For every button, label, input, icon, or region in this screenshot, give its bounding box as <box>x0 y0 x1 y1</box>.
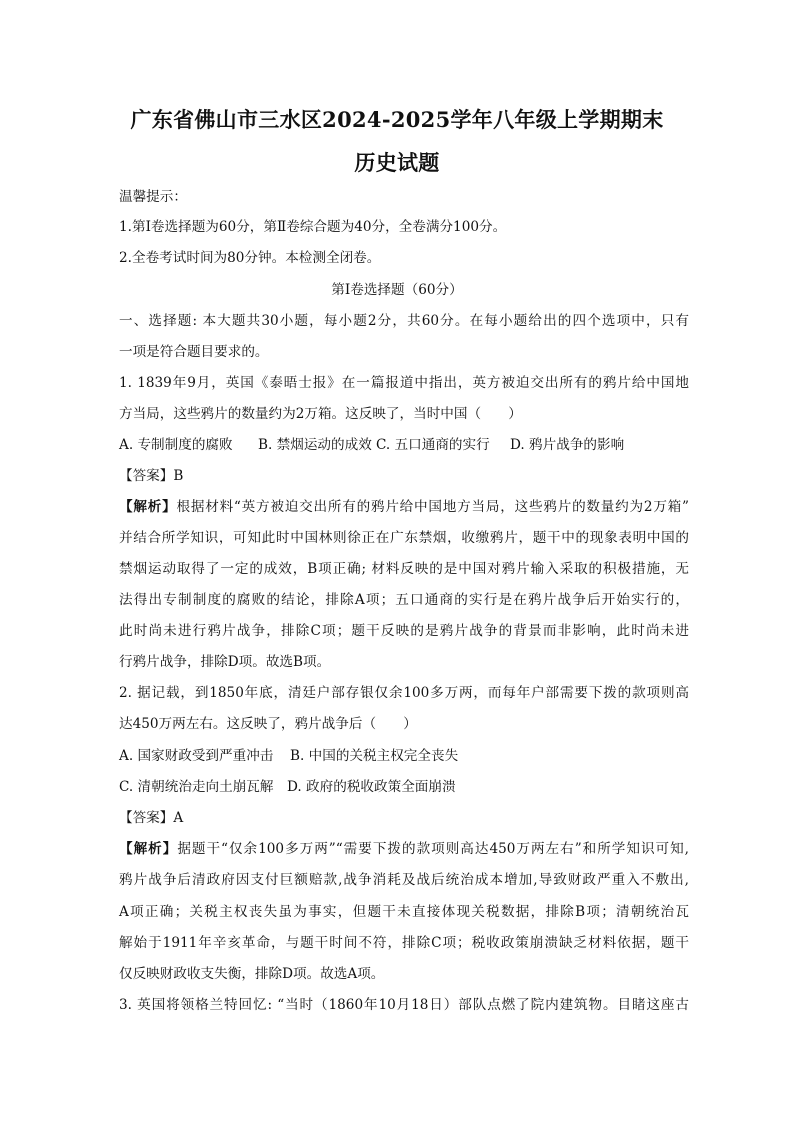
q2-stem-line-2: 达450万两左右。这反映了，鸦片战争后（ ） <box>119 716 417 732</box>
q1-stem-line-2: 方当局，这些鸦片的数量约为2万箱。这反映了，当时中国（ ） <box>119 406 522 422</box>
q2-analysis-line-1 <box>119 840 689 858</box>
q2-analysis-text: 据题干“仅余100多万两”“需要下拨的款项则高达450万两左右”和所学知识可知, <box>177 841 689 857</box>
q1-option-a: A. 专制制度的腐败 <box>119 437 233 453</box>
q2-option-d: D. 政府的税收政策全面崩溃 <box>287 779 456 795</box>
q2-option-b: B. 中国的关税主权完全丧失 <box>290 748 459 764</box>
notice-heading: 温馨提示： <box>119 189 187 205</box>
q2-analysis-line-3: A项正确；关税主权丧失虽为事实，但题干未直接体现关税数据，排除B项；清朝统治瓦 <box>119 904 689 920</box>
q1-analysis-line-5: 此时尚未进行鸦片战争，排除C项；题干反映的是鸦片战争的背景而非影响，此时尚未进 <box>119 623 689 639</box>
q2-option-c: C. 清朝统治走向土崩瓦解 <box>119 779 274 795</box>
q2-option-a: A. 国家财政受到严重冲击 <box>119 748 274 764</box>
q1-analysis-label: 【解析】 <box>119 499 177 515</box>
q1-analysis-line-1 <box>119 498 689 516</box>
document-subtitle: 历史试题 <box>354 150 440 175</box>
notice-item-2: 2.全卷考试时间为80分钟。本检测全闭卷。 <box>119 250 381 266</box>
q1-option-c: C. 五口通商的实行 <box>376 437 490 453</box>
q1-analysis-line-6: 行鸦片战争，排除D项。故选B项。 <box>119 654 331 670</box>
q1-analysis-text: 根据材料“英方被迫交出所有的鸦片给中国地方当局，这些鸦片的数量约为2万箱” <box>176 499 690 515</box>
notice-item-1: 1.第Ⅰ卷选择题为60分，第Ⅱ卷综合题为40分，全卷满分100分。 <box>119 219 507 235</box>
document-title: 广东省佛山市三水区2024-2025学年八年级上学期期末 <box>130 107 664 132</box>
q3-stem-line-1: 3. 英国将领格兰特回忆: “当时（1860年10月18日）部队点燃了院内建筑物。目睹这座古 <box>119 997 689 1013</box>
q1-stem-line-1: 1. 1839年9月，英国《泰晤士报》在一篇报道中指出，英方被迫交出所有的鸦片给中国地 <box>119 375 689 391</box>
q2-analysis-line-2: 鸦片战争后清政府因支付巨额赔款,战争消耗及战后统治成本增加,导致财政严重入不敷出, <box>119 872 689 888</box>
q1-option-b: B. 禁烟运动的成效 <box>258 437 372 453</box>
q2-analysis-line-5: 仅反映财政收支失衡，排除D项。故选A项。 <box>119 966 385 982</box>
q1-analysis-line-3: 禁烟运动取得了一定的成效，B项正确; 材料反映的是中国对鸦片输入采取的积极措施，无 <box>119 561 689 577</box>
q2-analysis-line-4: 解始于1911年辛亥革命，与题干时间不符，排除C项；税收政策崩溃缺乏材料依据，题干 <box>119 935 689 951</box>
q2-analysis-label: 【解析】 <box>119 841 178 857</box>
section-intro-line-1: 一、选择题: 本大题共30小题，每小题2分，共60分。在每小题给出的四个选项中，只有 <box>119 313 689 329</box>
section-intro-line-2: 一项是符合题目要求的。 <box>119 344 269 360</box>
q1-answer: 【答案】B <box>119 468 184 484</box>
q2-answer: 【答案】A <box>119 810 184 826</box>
q1-analysis-line-2: 并结合所学知识，可知此时中国林则徐正在广东禁烟，收缴鸦片，题干中的现象表明中国的 <box>119 530 689 546</box>
q2-stem-line-1: 2. 据记载，到1850年底，清廷户部存银仅余100多万两，而每年户部需要下拨的款项则高 <box>119 685 689 701</box>
q1-analysis-line-4: 法得出专制制度的腐败的结论，排除A项；五口通商的实行是在鸦片战争后开始实行的， <box>119 592 689 608</box>
section-heading: 第Ⅰ卷选择题（60分） <box>331 282 463 298</box>
q1-option-d: D. 鸦片战争的影响 <box>510 437 625 453</box>
